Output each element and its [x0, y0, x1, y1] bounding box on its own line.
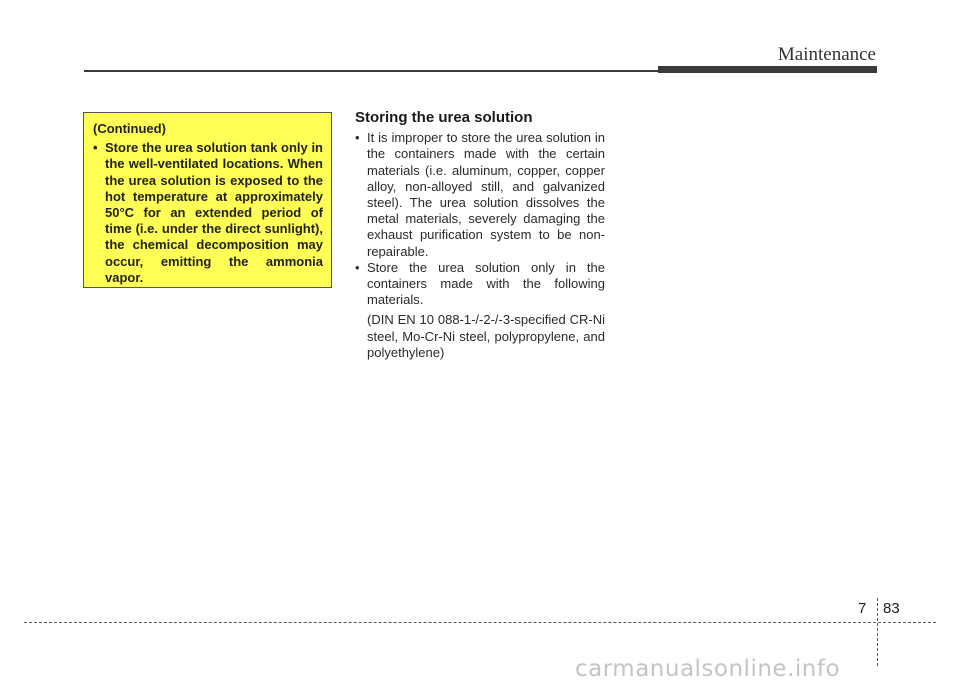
bullet-item	[355, 130, 605, 260]
bullet-subtext: (DIN EN 10 088-1-/-2-/-3-specified CR-Ni steel, Mo-Cr-Ni steel, polypropylene, and polyethylene)	[367, 312, 605, 360]
page-number: 83	[883, 600, 900, 617]
bullet-text: It is improper to store the urea solution in the containers made with the certain materials (i.e. aluminum, copper, copper alloy, non-alloyed still, and galvanized steel). The urea solution dissolves the metal materials, severely damaging the exhaust purification system to be non-repairable.	[367, 130, 605, 259]
header-rule-thick	[658, 66, 877, 73]
section-heading: Storing the urea solution	[355, 109, 533, 126]
page-header-title: Maintenance	[777, 44, 876, 65]
footer-rule	[24, 622, 936, 623]
bullet-text: Store the urea solution only in the containers made with the following materials.	[367, 259, 605, 308]
section-bullets	[355, 130, 605, 361]
footer-divider	[877, 598, 878, 666]
chapter-number: 7	[858, 600, 867, 617]
caution-box	[83, 112, 332, 288]
caution-list	[93, 140, 323, 286]
caution-item: • Store the urea solution tank only in the well-ventilated locations. When the urea solution is exposed to the hot temperature at approximately 50°C for an extended period of time (i.e. under the direct sunlight), the chemical decomposition may occur, emitting the ammonia vapor.	[93, 140, 323, 286]
storing-section	[355, 110, 605, 361]
watermark: carmanualsonline.info	[575, 656, 841, 682]
continued-label: (Continued)	[93, 121, 166, 136]
header-rule-thin	[84, 70, 660, 72]
bullet-item	[355, 260, 605, 361]
